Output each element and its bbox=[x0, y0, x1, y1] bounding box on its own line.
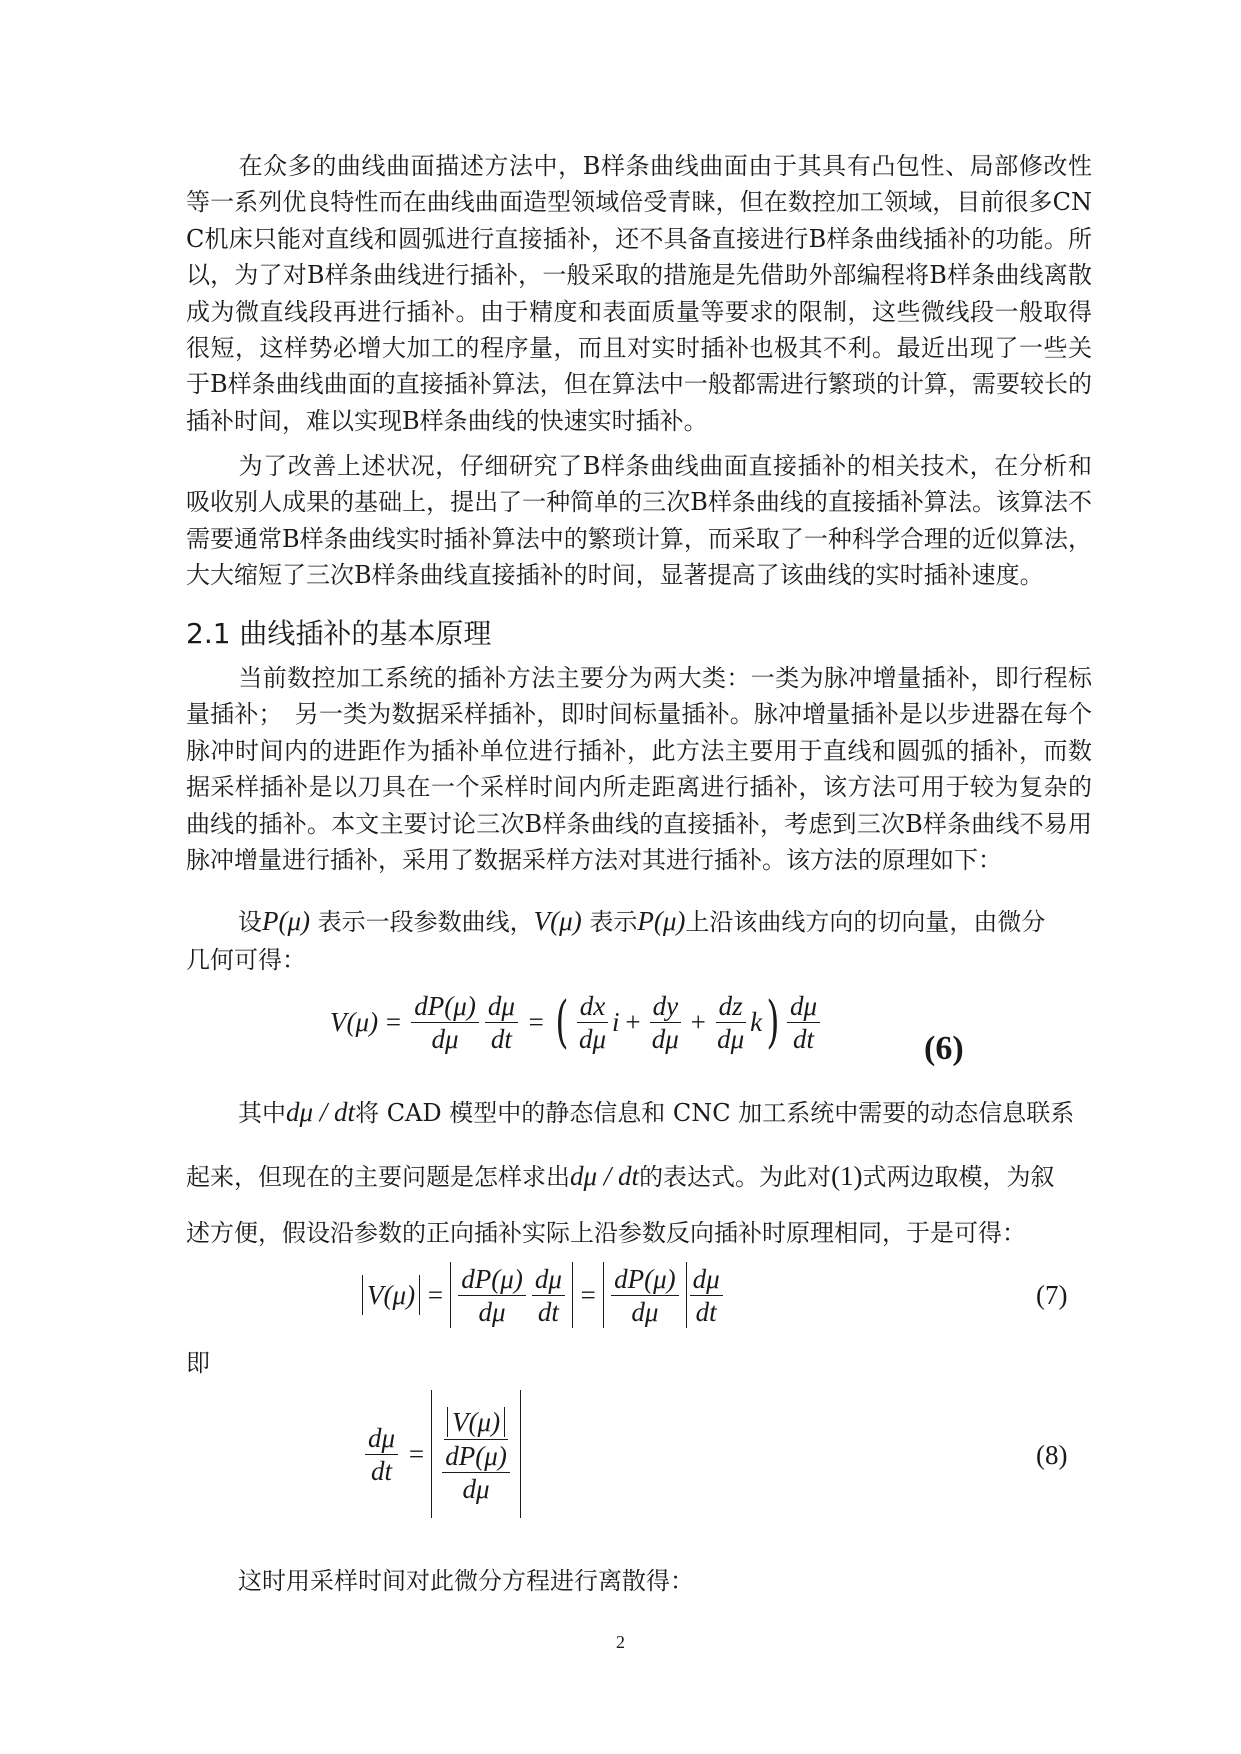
section-heading: 2.1 曲线插补的基本原理 bbox=[186, 617, 492, 650]
text-line-namely: 即 bbox=[186, 1349, 210, 1377]
text-line-convenience: 述方便，假设沿参数的正向插补实际上沿参数反向插补时原理相同，于是可得： bbox=[186, 1219, 1026, 1247]
text-line-connect: 起来，但现在的主要问题是怎样求出dμ / dt的表达式。为此对(1)式两边取模，为叙 bbox=[186, 1161, 1055, 1191]
text-line-definition: 设P(μ) 表示一段参数曲线，V(μ) 表示P(μ)上沿该曲线方向的切向量，由微分 bbox=[238, 906, 1046, 936]
equation-6: V ( μ ) = $\frac{dP(\mu)}{d\mu}$ $\frac{d\mu}{dt}$ = ( $\frac{dx}{d\mu}$ i + $\frac{dy}{d\mu}$ + $\frac{dz}{d\mu}$ k ) $\frac{d\mu}{dt}$ bbox=[330, 990, 823, 1055]
text-line-where: 其中dμ / dt将 CAD 模型中的静态信息和 CNC 加工系统中需要的动态信息联系 bbox=[238, 1097, 1075, 1127]
equation-6-number: (6) bbox=[924, 1030, 964, 1067]
equation-7: V ( μ ) = $\frac{dP(\mu)}{d\mu}$ $\frac{d\mu}{dt}$ = $\frac{dP(\mu)}{d\mu}$ $\frac{d\mu}{dt}$ bbox=[362, 1262, 726, 1328]
paragraph-interpolation-methods: 当前数控加工系统的插补方法主要分为两大类：一类为脉冲增量插补，即行程标量插补； 另一类为数据采样插补，即时间标量插补。脉冲增量插补是以步进器在每个脉冲时间内的进距作为插补单位进行插补，此方法主要用于直线和圆弧的插补，而数据采样插补是以刀具在一个采样时间内所走距离进行插补，该方法可用于较为复杂的曲线的插补。本文主要讨论三次B样条曲线的直接插补，考虑到三次B样条曲线不易用脉冲增量进行插补，采用了数据采样方法对其进行插补。该方法的原理如下： bbox=[186, 664, 1092, 875]
paragraph-improvement: 为了改善上述状况，仔细研究了B样条曲线曲面直接插补的相关技术，在分析和吸收别人成果的基础上，提出了一种简单的三次B样条曲线的直接插补算法。该算法不需要通常B样条曲线实时插补算法中的繁琐计算，而采取了一种科学合理的近似算法，大大缩短了三次B样条曲线直接插补的时间，显著提高了该曲线的实时插补速度。 bbox=[186, 452, 1092, 590]
paragraph-intro: 在众多的曲线曲面描述方法中，B样条曲线曲面由于其具有凸包性、局部修改性等一系列优良特性而在曲线曲面造型领域倍受青睐，但在数控加工领域，目前很多CNC机床只能对直线和圆弧进行直接插补，还不具备直接进行B样条曲线插补的功能。所以，为了对B样条曲线进行插补，一般采取的措施是先借助外部编程将B样条曲线离散成为微直线段再进行插补。由于精度和表面质量等要求的限制，这些微线段一般取得很短，这样势必增大加工的程序量，而且对实时插补也极其不利。最近出现了一些关于B样条曲线曲面的直接插补算法，但在算法中一般都需进行繁琐的计算，需要较长的插补时间，难以实现B样条曲线的快速实时插补。 bbox=[186, 152, 1092, 435]
equation-7-number: (7) bbox=[1036, 1280, 1068, 1310]
equation-8: $\frac{d\mu}{dt}$ = V ( μ ) $\frac{dP(\mu)}{d\mu}$ bbox=[362, 1390, 521, 1518]
equation-8-number: (8) bbox=[1036, 1440, 1068, 1470]
text-line-discretize: 这时用采样时间对此微分方程进行离散得： bbox=[238, 1567, 694, 1595]
page-number: 2 bbox=[616, 1632, 625, 1652]
text-line-geometry: 几何可得： bbox=[186, 946, 306, 974]
